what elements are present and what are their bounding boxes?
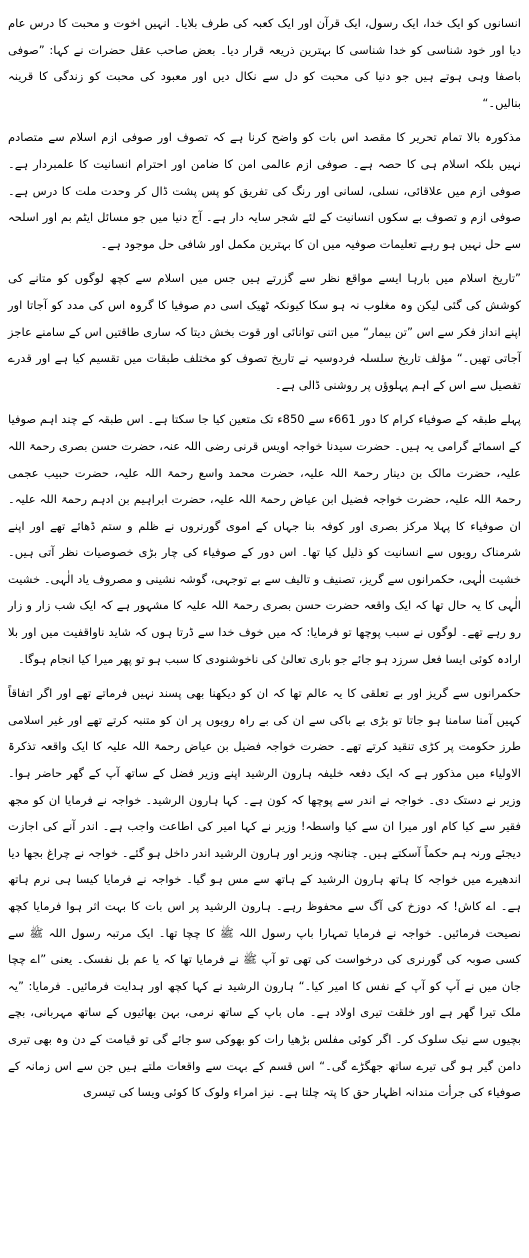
- paragraph-5: حکمرانوں سے گریز اور بے تعلقی کا یہ عالم تھا کہ ان کو دیکھنا بھی پسند نہیں فرماتے تھے اور اگر اتفاقاً کہیں آمنا سامنا ہو جاتا تو بڑی بے باکی سے ان کی بے راہ رویوں پر ان کو متنبہ کرتے تھے اور غیر اسلامی طرز حکومت پر کڑی تنقید کرتے تھے۔ حضرت خواجہ فضیل بن عیاض رحمۃ اللہ علیہ کا ایک واقعہ تذکرۃ الاولیاء میں مذکور ہے کہ ایک دفعہ خلیفہ ہارون الرشید اپنے وزیر فضل کے ساتھ آپ کے گھر حاضر ہوا۔ وزیر نے دستک دی۔ خواجہ نے اندر سے پوچھا کہ کون ہے۔ کہا ہارون الرشید۔ خواجہ نے فرمایا ان کو مجھ فقیر سے کیا کام اور میرا ان سے کیا واسطہ! وزیر نے کہا امیر کی اطاعت واجب ہے۔ اندر آنے کی اجازت دیجئے ورنہ ہم حکماً آسکتے ہیں۔ چنانچہ وزیر اور ہارون الرشید اندر داخل ہو گئے۔ خواجہ نے چراغ بجھا دیا اندھیرے میں خواجہ کا ہاتھ ہارون الرشید کے ہاتھ سے مس ہو گیا۔ خواجہ نے فرمایا کیسا ہی نرم ہاتھ ہے۔ اے کاش! کہ دوزخ کی آگ سے محفوظ رہے۔ ہارون الرشید پر اس بات کا بہت اثر ہوا فرمایا کچھ نصیحت فرمائیں۔ خواجہ نے فرمایا تمہارا باپ رسول اللہ ﷺ کا چچا تھا۔ ایک مرتبہ رسول اللہ ﷺ سے کسی صوبہ کی گورنری کی درخواست کی تھی تو آپ ﷺ نے فرمایا تھا کہ یا عم بل نفسک۔ یعنی ”اے چچا جان میں نے آپ کو آپ کے نفس کا امیر کیا۔“ ہارون الرشید نے کہا کچھ اور ہدایت فرمائیں۔ فرمایا: ”یہ ملک تیرا گھر ہے اور خلقت تیری اولاد ہے۔ ماں باپ کے ساتھ نرمی، بہن بھائیوں کے ساتھ مہربانی، بچے بچیوں سے نیک سلوک کر۔ اگر کوئی مفلس بڑھیا رات کو بھوکی سو جائے گی تو قیامت کے دن وہ بھی تیری دامن گیر ہو گی تیرے ساتھ جھگڑے گی۔“ اس قسم کے بہت سے واقعات ملتے ہیں جن سے اس زمانہ کے صوفیاء کی جرأت مندانہ اظہار حق کا پتہ چلتا ہے۔ نیز امراء ولوک کا کوئی ویسا کی تیسری: [8, 686, 521, 1100]
- paragraph-2: مذکورہ بالا تمام تحریر کا مقصد اس بات کو واضح کرنا ہے کہ تصوف اور صوفی ازم اسلام سے متصادم نہیں بلکہ اسلام ہی کا حصہ ہے۔ صوفی ازم عالمی امن کا ضامن اور احترام انسانیت کا علمبردار ہے۔ صوفی ازم میں علاقائی، نسلی، لسانی اور رنگ کی تفریق کو پس پشت ڈال کر وحدت ملت کا درس ہے۔ صوفی ازم و تصوف بے سکوں انسانیت کے لئے شجر سایہ دار ہے۔ آج دنیا میں جو مسائل ایٹم بم اور اسلحہ سے حل نہیں ہو رہے تعلیمات صوفیہ میں ان کا بہترین مکمل اور شافی حل موجود ہے۔: [8, 130, 521, 251]
- paragraph-4: پہلے طبقہ کے صوفیاء کرام کا دور 661ء سے 850ء تک متعین کیا جا سکتا ہے۔ اس طبقہ کے چند اہم صوفیا کے اسمائے گرامی یہ ہیں۔ حضرت سیدنا خواجہ اویس قرنی رضی اللہ عنہ، حضرت حسن بصری رحمۃ اللہ علیہ، حضرت مالک بن دینار رحمۃ اللہ علیہ، حضرت محمد واسع رحمۃ اللہ علیہ، حضرت حبیب عجمی رحمۃ اللہ علیہ، حضرت خواجہ فضیل ابن عیاض رحمۃ اللہ علیہ، حضرت ابراہیم بن ادہم رحمۃ اللہ علیہ۔ ان صوفیاء کا پہلا مرکز بصری اور کوفہ بنا جہاں کے اموی گورنروں نے ظلم و ستم ڈھائے تھے اور اپنے شرمناک رویوں سے انسانیت کو ذلیل کیا تھا۔ اس دور کے صوفیاء کی چار بڑی خصوصیات نظر آتی ہیں۔ خشیت الٰہی، حکمرانوں سے گریز، تصنیف و تالیف سے بے توجہی، گوشہ نشینی و مصروف یاد الٰہی۔ خشیت الٰہی کا یہ حال تھا کہ ایک واقعہ حضرت حسن بصری رحمۃ اللہ علیہ کا مشہور ہے کہ ایک شب زار و زار رو رہے تھے۔ لوگوں نے سبب پوچھا تو فرمایا: کہ میں خوف خدا سے ڈرتا ہوں کہ شاید ناواقفیت میں اور بلا ارادہ کوئی ایسا فعل سرزد ہو جائے جو باری تعالیٰ کی ناخوشنودی کا سبب ہو تو پھر میرا کیا انجام ہوگا۔: [8, 412, 521, 666]
- paragraph-1: انسانوں کو ایک خدا، ایک رسول، ایک قرآن اور ایک کعبہ کی طرف بلایا۔ انہیں اخوت و محبت کا درس عام دیا اور خود شناسی کو خدا شناسی کا بہترین ذریعہ قرار دیا۔ بعض صاحب عقل حضرات نے کہا: ”صوفی باصفا وہی ہوتے ہیں جو دنیا کی محبت کو دل سے نکال دیں اور معبود کی محبت کو زندگی کا قرینہ بنالیں۔“: [8, 16, 521, 110]
- paragraph-3: ”تاریخ اسلام میں بارہا ایسے مواقع نظر سے گزرتے ہیں جس میں اسلام سے کچھ لوگوں کو متانے کی کوشش کی گئی لیکن وہ مغلوب نہ ہو سکا کیونکہ ٹھیک اسی دم صوفیا کا گروہ اس کی مدد کو آجاتا اور اپنے انداز فکر سے اس ”تن بیمار“ میں اتنی توانائی اور قوت بخش دیتا کہ ساری طاقتیں اس کے سامنے عاجز آجاتی تھیں۔“ مؤلف تاریخ سلسلہ فردوسیہ نے تاریخ تصوف کو مختلف طبقات میں تقسیم کیا ہے اور قدرے تفصیل سے اس کے اہم پہلوؤں پر روشنی ڈالی ہے۔: [8, 271, 521, 392]
